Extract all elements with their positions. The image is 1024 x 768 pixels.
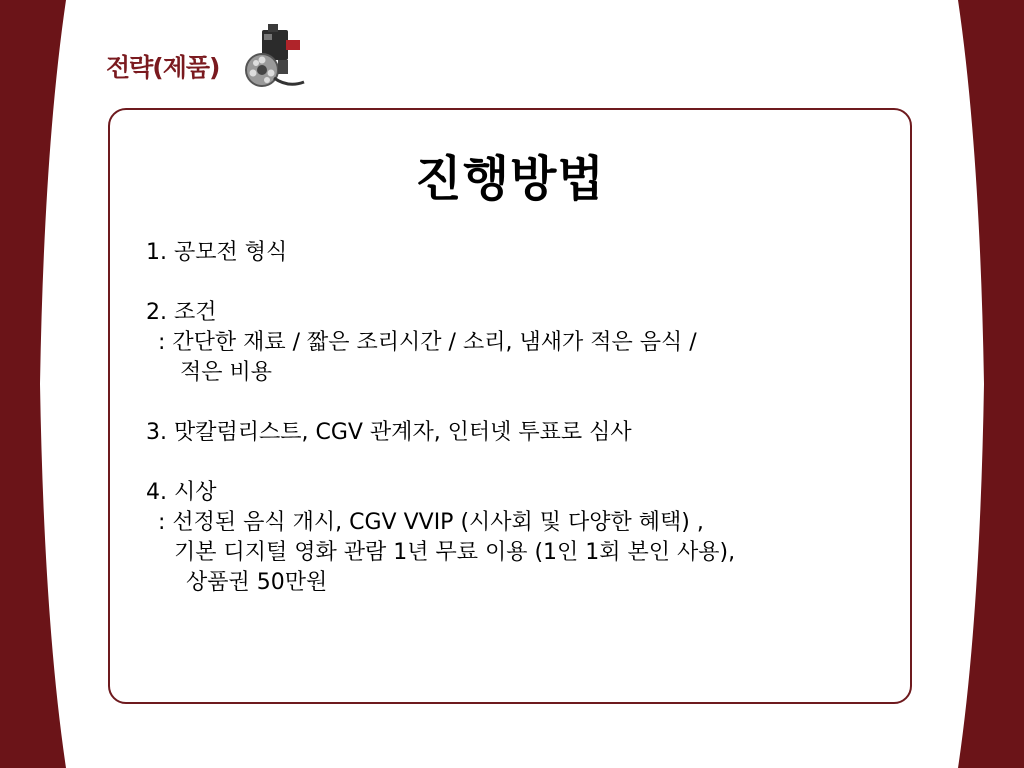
list-item-4-detail-1: : 선정된 음식 개시, CGV VVIP (시사회 및 다양한 혜택) ,	[158, 510, 704, 535]
list-item-3: 3. 맛칼럼리스트, CGV 관계자, 인터넷 투표로 심사	[146, 420, 632, 445]
left-curtain	[0, 0, 66, 768]
right-curtain	[958, 0, 1024, 768]
list-item-4-detail-3: 상품권 50만원	[186, 570, 328, 595]
list-item-1: 1. 공모전 형식	[146, 240, 288, 265]
list-item-4: 4. 시상	[146, 480, 217, 505]
header	[106, 48, 219, 84]
list-item-2: 2. 조건	[146, 300, 217, 325]
list-item-2-detail-2: 적은 비용	[180, 360, 273, 385]
list-item-2-detail-1: : 간단한 재료 / 짧은 조리시간 / 소리, 냄새가 적은 음식 /	[158, 330, 697, 355]
content-list	[146, 238, 886, 598]
film-projector-icon	[238, 20, 310, 92]
header-title: 전략(제품)	[106, 53, 220, 82]
list-item-4-detail-2: 기본 디지털 영화 관람 1년 무료 이용 (1인 1회 본인 사용),	[174, 540, 736, 565]
panel-title: 진행방법	[415, 151, 605, 207]
content-panel	[108, 108, 912, 704]
